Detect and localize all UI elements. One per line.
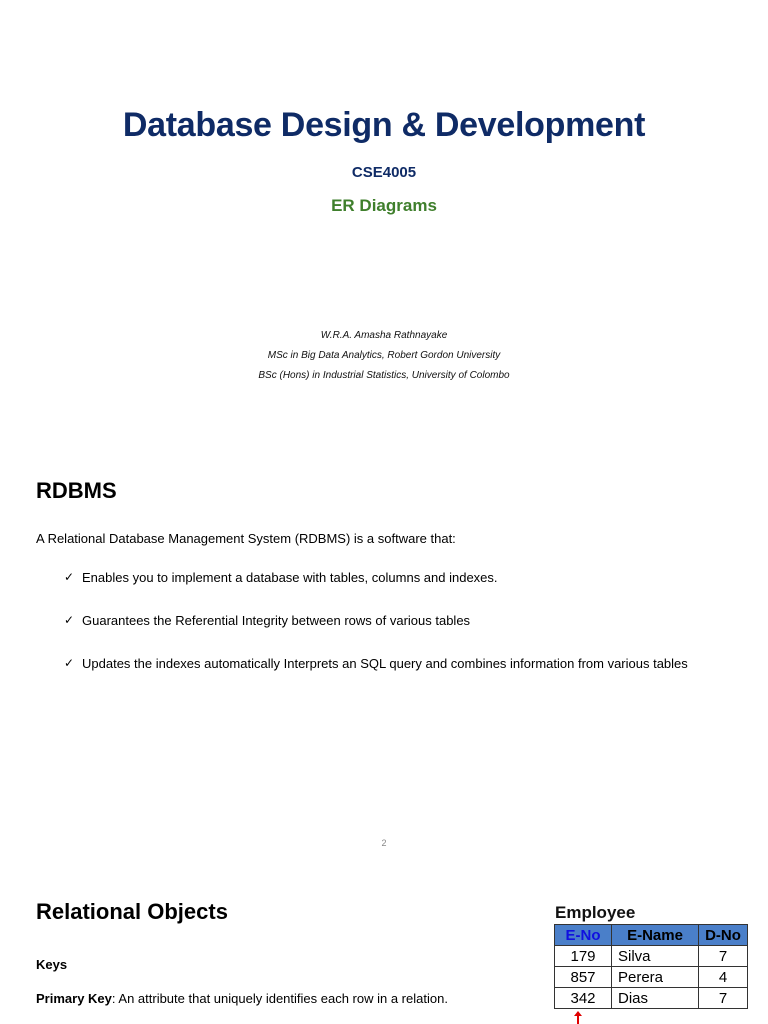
- table-cell: 7: [699, 946, 748, 967]
- employee-table: [554, 924, 748, 1009]
- table-cell: 857: [555, 967, 612, 988]
- table-row: [555, 946, 748, 967]
- table-cell: 342: [555, 988, 612, 1009]
- author-credential-msc: MSc in Big Data Analytics, Robert Gordon University: [267, 350, 501, 361]
- course-code: CSE4005: [351, 164, 417, 181]
- checkmark-icon: ✓: [64, 570, 75, 584]
- rdbms-intro: A Relational Database Management System (RDBMS) is a software that:: [36, 531, 456, 546]
- table-cell: 4: [699, 967, 748, 988]
- primary-key-definition: [36, 991, 448, 1006]
- table-row: [555, 967, 748, 988]
- document-subtitle: ER Diagrams: [331, 196, 437, 215]
- rdbms-bullet-text: Enables you to implement a database with tables, columns and indexes.: [82, 570, 498, 585]
- rdbms-heading: RDBMS: [36, 478, 117, 503]
- table-cell: Silva: [612, 946, 699, 967]
- rdbms-bullet-text: Updates the indexes automatically Interprets an SQL query and combines information from various tables: [82, 656, 688, 671]
- rdbms-bullet: [64, 570, 498, 585]
- keys-label: Keys: [36, 957, 68, 972]
- checkmark-icon: ✓: [64, 656, 75, 670]
- author-name: W.R.A. Amasha Rathnayake: [320, 330, 448, 341]
- table-cell: 7: [699, 988, 748, 1009]
- table-cell: Perera: [612, 967, 699, 988]
- relational-objects-heading: Relational Objects: [36, 899, 228, 924]
- employee-table-title: Employee: [555, 903, 636, 922]
- rdbms-bullet: [64, 613, 470, 628]
- document-title: Database Design & Development: [122, 106, 646, 144]
- column-header: D-No: [699, 925, 748, 946]
- table-cell: Dias: [612, 988, 699, 1009]
- primary-key-arrow-icon: [573, 1011, 583, 1024]
- table-row: [555, 988, 748, 1009]
- column-header: E-No: [555, 925, 612, 946]
- page-number: 2: [381, 838, 387, 848]
- checkmark-icon: ✓: [64, 613, 75, 627]
- column-header: E-Name: [612, 925, 699, 946]
- rdbms-bullet: [64, 656, 715, 685]
- author-credential-bsc: BSc (Hons) in Industrial Statistics, University of Colombo: [258, 370, 510, 381]
- primary-key-term: Primary Key: [36, 991, 112, 1006]
- rdbms-bullet-text: Guarantees the Referential Integrity between rows of various tables: [82, 613, 471, 628]
- table-cell: 179: [555, 946, 612, 967]
- primary-key-text: : An attribute that uniquely identifies each row in a relation.: [111, 991, 448, 1006]
- table-header-row: [555, 925, 748, 946]
